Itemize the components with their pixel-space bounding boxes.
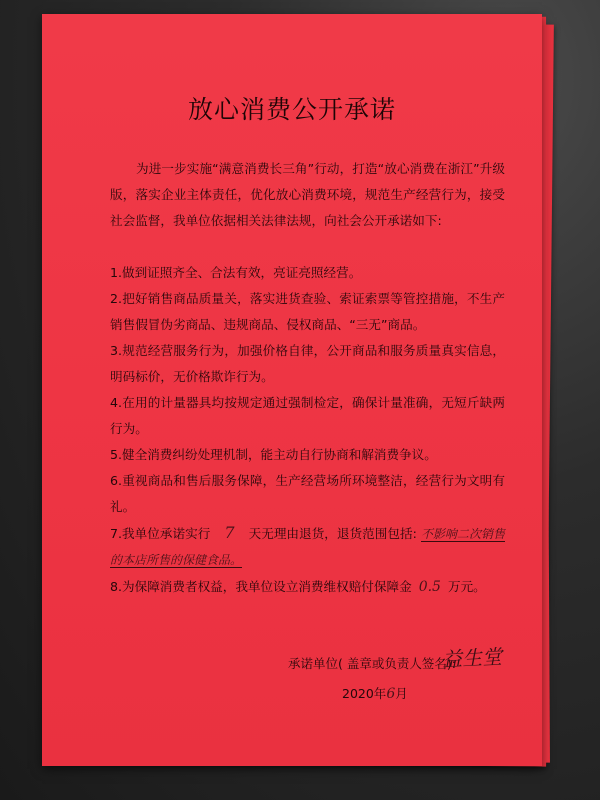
intro-paragraph: 为进一步实施“满意消费长三角”行动，打造“放心消费在浙江”升级版，落实企业主体责任，优化放心消费环境，规范生产经营行为，接受社会监督，我单位依据相关法律法规，向社会公开承诺如下: bbox=[110, 161, 505, 228]
commitment-item-4: 4.在用的计量器具均按规定通过强制检定，确保计量准确，无短斤缺两行为。 bbox=[110, 395, 505, 436]
item8-amount-handwritten: 0.5 bbox=[418, 579, 441, 595]
date-suffix: 月 bbox=[395, 686, 408, 701]
item7-scope-handwritten: 不影响二次销售的本店所售的保健食品。 bbox=[110, 527, 505, 567]
item8-prefix: 8.为保障消费者权益，我单位设立消费维权赔付保障金 bbox=[110, 579, 412, 594]
item7-middle: 天无理由退货，退货范围包括: bbox=[248, 526, 417, 541]
date-month-handwritten: 6 bbox=[386, 686, 396, 702]
date-line bbox=[342, 684, 408, 702]
document-title: 放心消费公开承诺 bbox=[187, 95, 396, 124]
commitment-item-1: 1.做到证照齐全、合法有效，亮证亮照经营。 bbox=[110, 265, 362, 280]
commitment-paper bbox=[42, 14, 542, 766]
signature-label: 承诺单位( 盖章或负责人签名): bbox=[288, 656, 456, 671]
item7-days-handwritten: 7 bbox=[224, 523, 235, 542]
commitment-item-6: 6.重视商品和售后服务保障，生产经营场所环境整洁，经营行为文明有礼。 bbox=[110, 473, 505, 514]
item8-suffix: 万元。 bbox=[447, 579, 486, 594]
date-prefix: 2020年 bbox=[342, 686, 387, 701]
commitment-item-5: 5.健全消费纠纷处理机制，能主动自行协商和解消费争议。 bbox=[110, 447, 437, 462]
signer-handwritten-signature: 益生堂 bbox=[441, 644, 503, 672]
commitment-item-7 bbox=[110, 520, 505, 573]
commitment-item-3: 3.规范经营服务行为，加强价格自律，公开商品和服务质量真实信息，明码标价，无价格欺诈行为。 bbox=[110, 343, 505, 384]
commitment-item-2: 2.把好销售商品质量关，落实进货查验、索证索票等管控措施，不生产销售假冒伪劣商品、违规商品、侵权商品、“三无”商品。 bbox=[110, 291, 505, 332]
item7-prefix: 7.我单位承诺实行 bbox=[110, 526, 211, 541]
commitment-item-8 bbox=[110, 574, 505, 600]
